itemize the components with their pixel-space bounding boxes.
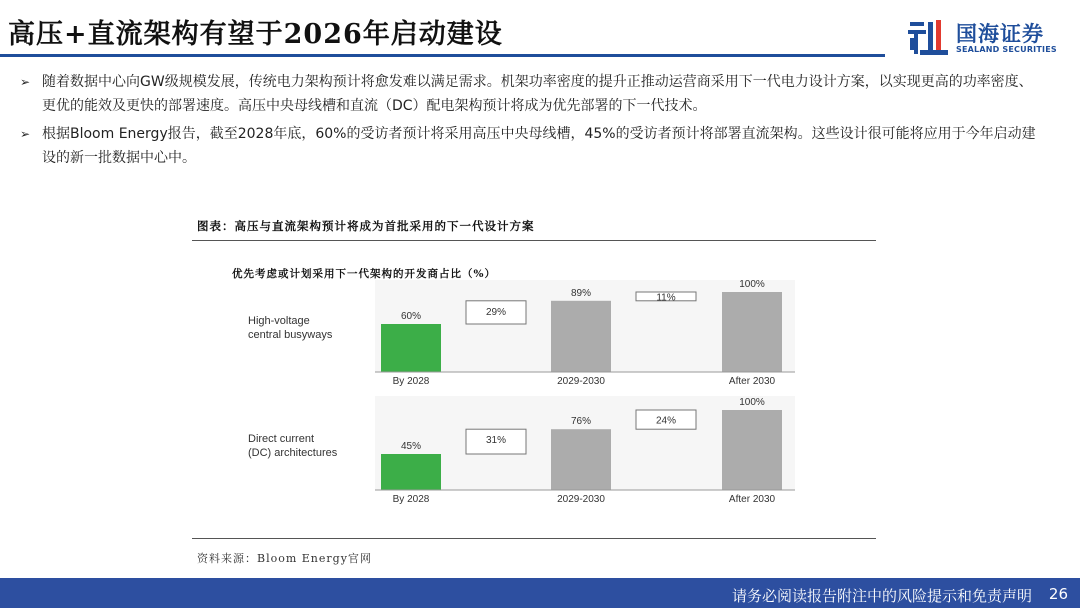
bar-value-label: 76% (570, 416, 592, 428)
bar (551, 429, 611, 490)
figure-bottom-rule (192, 538, 876, 539)
logo-subtitle: SEALAND SECURITIES (956, 45, 1057, 54)
bullet-item (20, 70, 1040, 118)
bar (381, 454, 441, 490)
arrow-bullet-icon: ➢ (20, 127, 31, 141)
increment-label: 31% (485, 435, 507, 447)
category-label: 2029-2030 (557, 376, 605, 387)
bar (722, 292, 782, 372)
logo-name: 国海证券 (956, 22, 1044, 46)
panel-label: central busyways (248, 329, 333, 341)
title-divider (0, 54, 885, 57)
footer-bar (0, 578, 1080, 608)
page-title: 高压+直流架构有望于2026年启动建设 (8, 19, 503, 50)
category-label: By 2028 (392, 494, 430, 505)
company-logo (908, 18, 1068, 60)
sealand-logo-icon (908, 18, 950, 58)
category-label: After 2030 (728, 376, 776, 387)
bar-value-label: 100% (739, 397, 765, 408)
panel-label: High-voltage (248, 315, 310, 327)
waterfall-chart (240, 280, 800, 510)
bullet-text: 根据Bloom Energy报告，截至2028年底，60%的受访者预计将采用高压中央母线槽，45%的受访者预计将部署直流架构。这些设计很可能将应用于今年启动建设的新一批数据中心中。 (42, 126, 1036, 166)
figure-top-rule (192, 240, 876, 241)
panel-label: (DC) architectures (248, 447, 338, 459)
bar-value-label: 100% (739, 280, 765, 290)
bullet-item (20, 122, 1040, 170)
page-number: 26 (1048, 585, 1068, 603)
increment-label: 24% (655, 415, 677, 427)
bar-value-label: 89% (570, 287, 592, 299)
source-note: 资料来源：Bloom Energy官网 (197, 552, 372, 565)
bar (722, 410, 782, 490)
figure-title: 图表：高压与直流架构预计将成为首批采用的下一代设计方案 (197, 219, 535, 233)
bullet-list (20, 70, 1040, 174)
panel-label: Direct current (248, 433, 315, 445)
chart-title: 优先考虑或计划采用下一代架构的开发商占比（%） (232, 268, 496, 280)
bar (551, 301, 611, 372)
category-label: 2029-2030 (557, 494, 605, 505)
category-label: After 2030 (728, 494, 776, 505)
increment-label: 11% (656, 292, 676, 304)
increment-label: 29% (485, 306, 507, 318)
arrow-bullet-icon: ➢ (20, 75, 31, 89)
bullet-text: 随着数据中心向GW级规模发展，传统电力架构预计将愈发难以满足需求。机架功率密度的提升正推动运营商采用下一代电力设计方案，以实现更高的功率密度、更优的能效及更快的部署速度。高压中央母线槽和直流（DC）配电架构预计将成为优先部署的下一代技术。 (42, 74, 1033, 114)
category-label: By 2028 (392, 376, 430, 387)
footer-disclaimer: 请务必阅读报告附注中的风险提示和免责声明 (731, 587, 1032, 605)
bar-value-label: 45% (400, 441, 422, 452)
bar-value-label: 60% (400, 311, 422, 322)
bar (381, 324, 441, 372)
